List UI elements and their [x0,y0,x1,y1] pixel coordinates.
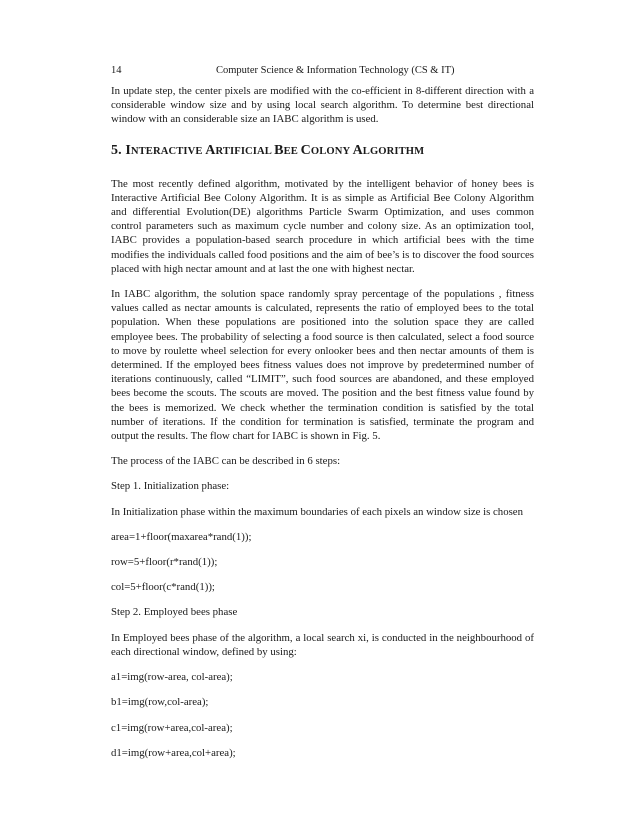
section-heading [111,143,534,160]
code-line: d1=img(row+area,col+area); [111,746,236,759]
step-heading: Step 1. Initialization phase: [111,480,230,493]
code-line: area=1+floor(maxarea*rand(1)); [111,530,252,543]
code-line: c1=img(row+area,col-area); [111,721,233,734]
journal-title: Computer Science & Information Technology (CS & IT) [216,65,455,76]
code-line: row=5+floor(r*rand(1)); [111,556,218,569]
intro-paragraph: In update step, the center pixels are modified with the co-efficient in 8-different direction with a considerable window size and by using local search algorithm. To determine best directional window with an considerable size an IABC algorithm is used. [111,85,534,126]
section-title-word: ARTIFICIAL [205,142,275,158]
section-title-word: INTERACTIVE [125,142,206,158]
paper-page [111,64,534,760]
section-title-word: COLONY [300,142,353,158]
body-paragraph: The most recently defined algorithm, motivated by the intelligent behavior of honey bees is Interactive Artificial Bee Colony Algorithm. It is as simple as Artificial Bee Colony Algorithm and differential Evolution(DE) algorithms Particle Swarm Optimization, and uses common control parameters such as maximum cycle number and colony size. As an optimization tool, IABC provides a population-based search procedure in which artificial bees with the time modifies the individuals called food positions and the aim of bee’s is to discover the food sources placed with high nectar amount and at last the one with highest nectar. [111,177,534,275]
body-paragraph: The process of the IABC can be described in 6 steps: [111,455,341,468]
step-heading: Step 2. Employed bees phase [111,606,238,619]
code-line: a1=img(row-area, col-area); [111,671,233,684]
body-paragraph: In IABC algorithm, the solution space randomly spray percentage of the populations , fitness values called as nectar amounts is calculated, represents the ratio of employed bees to the total population. When these populations are positioned into the solution space they are called employee bees. The probability of selecting a food source is then calculated, select a food source to move by roulette wheel selection for every onlooker bees and then nectar amounts of them is determined. If the employed bees fitness values does not improve by predetermined number of iterations continuously, called “LIMIT”, such food sources are abandoned, and these employed bees become the scouts. The scouts are moved. The position and the best fitness value found by the bees is memorized. We check whether the termination condition is satisfied by the total number of iterations. If the condition for termination is satisfied, terminate the program and output the results. The flow chart for IABC is shown in Fig. 5. [111,288,534,443]
body-paragraph: In Employed bees phase of the algorithm, a local search xi, is conducted in the neighbourhood of each directional window, defined by using: [111,631,534,658]
code-line: b1=img(row,col-area); [111,696,209,709]
code-line: col=5+floor(c*rand(1)); [111,581,215,594]
section-title-word: BEE [274,142,301,158]
running-header [111,64,534,80]
section-title-word: ALGORITHM [352,142,425,158]
section-number: 5. [111,142,126,158]
page-number: 14 [111,65,122,76]
body-paragraph: In Initialization phase within the maximum boundaries of each pixels an window size is chosen [111,505,523,518]
